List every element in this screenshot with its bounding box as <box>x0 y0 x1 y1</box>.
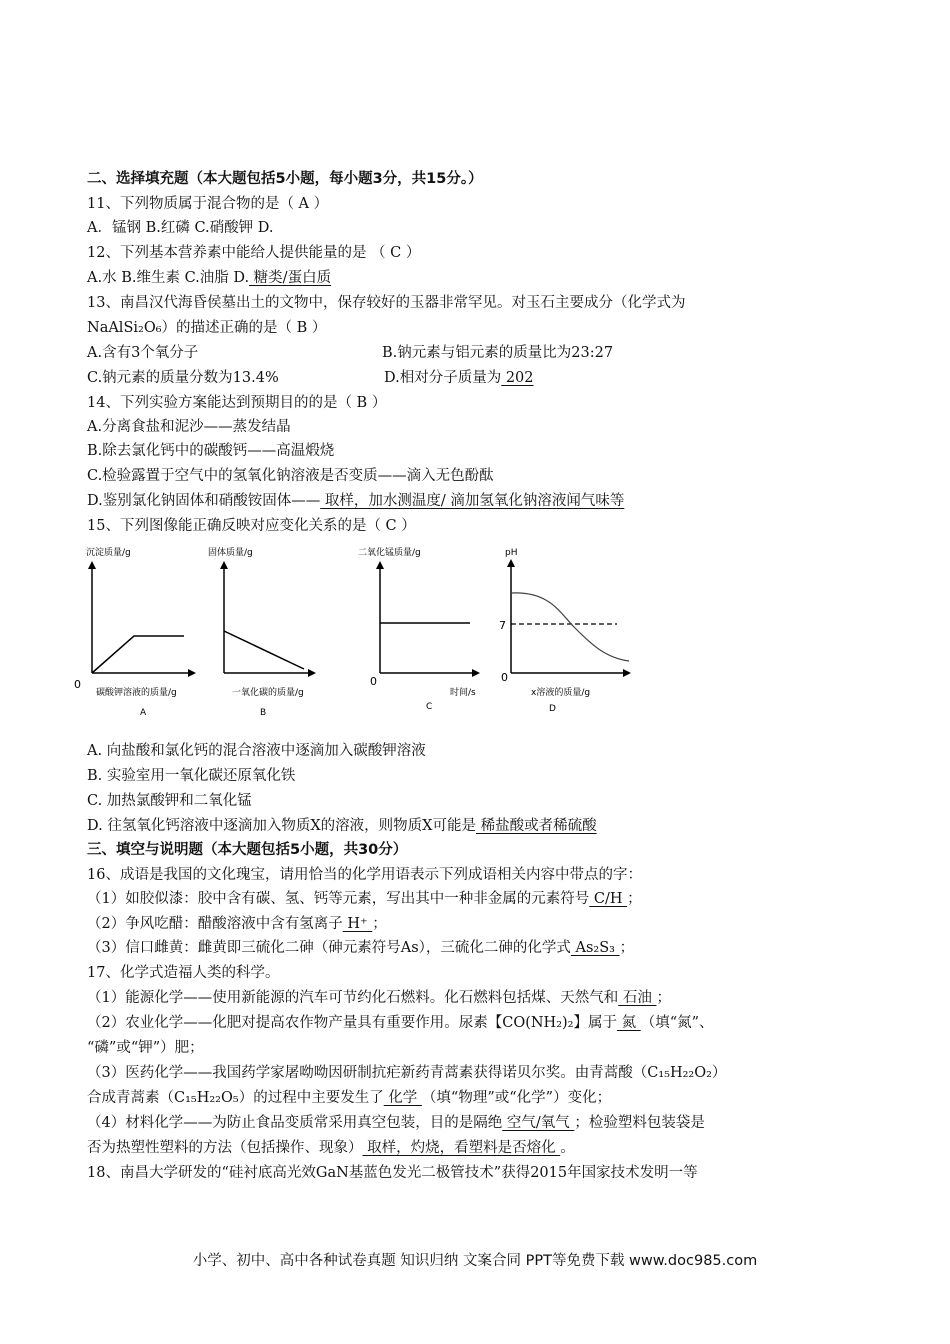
chart-d-curve <box>511 593 629 661</box>
chart-c <box>358 543 488 723</box>
q15-opt-a: A. 向盐酸和氯化钙的混合溶液中逐滴加入碳酸钾溶液 <box>87 743 426 759</box>
chart-d-y-arrow <box>507 559 515 567</box>
chart-b-line <box>224 631 304 669</box>
chart-d <box>495 543 635 723</box>
q14-opt-b: B.除去氯化钙中的碳酸钙——高温煅烧 <box>87 443 335 459</box>
q11-options: A．锰钢 B.红磷 C.硝酸钾 D. <box>87 220 274 236</box>
q17-part-1: （1）能源化学——使用新能源的汽车可节约化石燃料。化石燃料包括煤、天然气和 石油 ； <box>87 990 671 1006</box>
q17-part-3-line2: 合成青蒿素（C₁₅H₂₂O₅）的过程中主要发生了 化学 （填“物理”或“化学”）变化； <box>87 1090 612 1106</box>
q14-stem: 14、下列实验方案能达到预期目的的是（ B ） <box>87 395 387 411</box>
chart-a-y-arrow <box>88 561 96 569</box>
chart-d-xlabel: x溶液的质量/g <box>531 688 591 698</box>
q17-answer-5: 取样，灼烧，看塑料是否熔化 <box>362 1140 561 1156</box>
chart-d-tick-7: 7 <box>499 619 506 632</box>
q15-opt-d: D. 往氢氧化钙溶液中逐滴加入物质X的溶液，则物质X可能是 稀盐酸或者稀硫酸 <box>87 818 597 834</box>
chart-d-ylabel: pH <box>505 548 518 558</box>
chart-d-x-arrow <box>623 669 631 677</box>
q16-answer-2: H⁺ <box>342 916 373 932</box>
q16-part-2: （2）争风吃醋：醋酸溶液中含有氢离子 H⁺ ； <box>87 916 387 932</box>
q16-stem: 16、成语是我国的文化瑰宝，请用恰当的化学用语表示下列成语相关内容中带点的字： <box>87 867 642 883</box>
chart-a-caption: A <box>140 708 147 718</box>
q13-answer: 202 <box>501 370 534 386</box>
section3-title: 三、填空与说明题（本大题包括5小题，共30分） <box>87 842 408 858</box>
q17-answer-3: 化学 <box>383 1090 422 1106</box>
q13-stem-2: NaAlSi₂O₆）的描述正确的是（ B ） <box>87 320 327 336</box>
chart-c-x-arrow <box>472 669 480 677</box>
chart-c-ylabel: 二氧化锰质量/g <box>358 548 421 558</box>
q17-part-4-line2: 否为热塑性塑料的方法（包括操作、现象） 取样，灼烧，看塑料是否熔化 。 <box>87 1140 575 1156</box>
chart-d-caption: D <box>549 704 556 714</box>
q16-part-1: （1）如胶似漆：胶中含有碳、氢、钙等元素，写出其中一种非金属的元素符号 C/H ； <box>87 891 642 907</box>
chart-c-xlabel: 时间/s <box>450 688 476 698</box>
q18-stem: 18、南昌大学研发的“硅衬底高光效GaN基蓝色发光二极管技术”获得2015年国家技术发明一等 <box>87 1165 698 1181</box>
q12-answer: 糖类/蛋白质 <box>249 270 332 286</box>
section2-title: 二、选择填充题（本大题包括5小题，每小题3分，共15分。） <box>87 171 483 187</box>
q12-stem: 12、下列基本营养素中能给人提供能量的是 （ C ） <box>87 245 421 261</box>
q17-answer-4: 空气/氧气 <box>502 1115 575 1131</box>
q17-answer-2: 氮 <box>616 1015 641 1031</box>
q17-part-2: （2）农业化学——化肥对提高农作物产量具有重要作用。尿素【CO(NH₂)₂】属于 氮 （填“氮”、 <box>87 1015 714 1031</box>
q14-opt-a: A.分离食盐和泥沙——蒸发结晶 <box>87 419 291 435</box>
chart-b <box>200 543 320 723</box>
q16-part-3: （3）信口雌黄：雌黄即三硫化二砷（砷元素符号As），三硫化二砷的化学式 As₂S₃ ； <box>87 940 635 956</box>
chart-a <box>74 543 198 723</box>
chart-b-x-arrow <box>308 669 316 677</box>
q15-opt-c: C. 加热氯酸钾和二氧化锰 <box>87 793 252 809</box>
chart-c-caption: C <box>426 702 433 712</box>
q17-part-2-line2: “磷”或“钾”）肥； <box>87 1040 204 1056</box>
q16-answer-1: C/H <box>589 891 628 907</box>
page-footer: 小学、初中、高中各种试卷真题 知识归纳 文案合同 PPT等免费下载 www.doc985.com <box>192 1253 758 1269</box>
q14-opt-c: C.检验露置于空气中的氢氧化钠溶液是否变质——滴入无色酚酞 <box>87 468 494 484</box>
chart-c-y-arrow <box>376 561 384 569</box>
q16-answer-3: As₂S₃ <box>570 940 620 956</box>
q17-answer-1: 石油 <box>618 990 657 1006</box>
q17-part-4: （4）材料化学——为防止食品变质常采用真空包装，目的是隔绝 空气/氧气 ；检验塑料包装袋是 <box>87 1115 705 1131</box>
q14-opt-d: D.鉴别氯化钠固体和硝酸铵固体—— 取样，加水测温度/ 滴加氢氧化钠溶液闻气味等 <box>87 493 625 509</box>
q15-stem: 15、下列图像能正确反映对应变化关系的是（ C ） <box>87 518 416 534</box>
chart-a-origin: 0 <box>74 678 81 691</box>
chart-a-x-arrow <box>188 669 196 677</box>
chart-a-xlabel: 碳酸钾溶液的质量/g <box>96 688 177 698</box>
chart-c-origin: 0 <box>370 675 377 688</box>
chart-b-ylabel: 固体质量/g <box>208 548 253 558</box>
q12-options: A.水 B.维生素 C.油脂 D. 糖类/蛋白质 <box>87 270 332 286</box>
q15-opt-b: B. 实验室用一氧化碳还原氧化铁 <box>87 768 296 784</box>
q17-stem: 17、化学式造福人类的科学。 <box>87 965 280 981</box>
chart-d-origin: 0 <box>501 671 508 684</box>
q13-row-2: C.钠元素的质量分数为13.4% D.相对分子质量为 202 <box>87 370 534 386</box>
chart-b-y-arrow <box>220 561 228 569</box>
q14-answer: 取样，加水测温度/ 滴加氢氧化钠溶液闻气味等 <box>320 493 625 509</box>
chart-a-line <box>92 636 184 673</box>
q13-row-1: A.含有3个氧分子 B.钠元素与铝元素的质量比为23:27 <box>87 345 614 361</box>
q15-answer: 稀盐酸或者稀硫酸 <box>475 818 597 834</box>
q17-part-3-line1: （3）医药化学——我国药学家屠呦呦因研制抗疟新药青蒿素获得诺贝尔奖。由青蒿酸（C₁₅H₂₂O₂） <box>87 1065 727 1081</box>
chart-b-xlabel: 一氧化碳的质量/g <box>232 688 304 698</box>
chart-a-ylabel: 沉淀质量/g <box>86 548 131 558</box>
q13-stem-1: 13、南昌汉代海昏侯墓出土的文物中，保存较好的玉器非常罕见。对玉石主要成分（化学式为 <box>87 295 686 311</box>
chart-b-caption: B <box>260 708 267 718</box>
q11-stem: 11、下列物质属于混合物的是（ A ） <box>87 196 329 212</box>
